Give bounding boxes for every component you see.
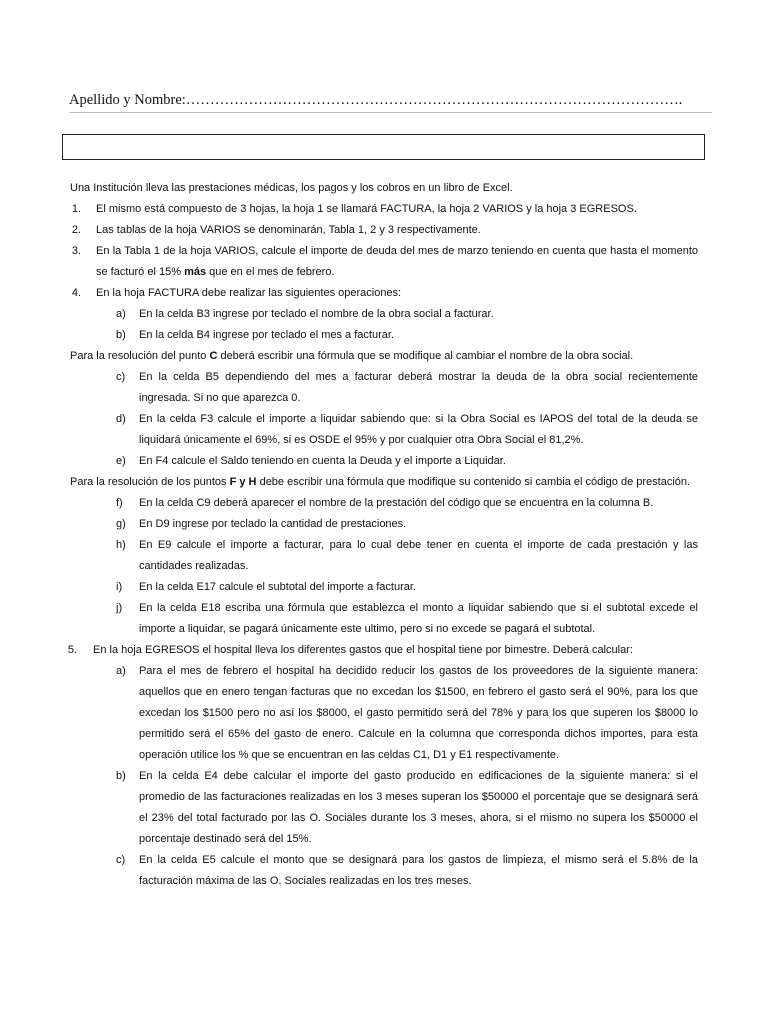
item-number: 3.: [71, 245, 81, 257]
text-run: deberá escribir una fórmula que se modifique al cambiar el nombre de la obra social.: [217, 350, 634, 362]
text-run: que en el mes de febrero.: [206, 266, 335, 278]
instructions: [0, 178, 768, 892]
sub-item: [0, 409, 768, 451]
text-run: debe escribir una fórmula que modifique su contenido si cambia el código de prestación.: [256, 476, 691, 488]
text-run: En la Tabla 1 de la hoja VARIOS, calcule el importe de deuda del mes de marzo teniendo en cuenta que hasta el momento se facturó el 15%: [96, 245, 698, 278]
sub-item-text: En F4 calcule el Saldo teniendo en cuenta la Deuda y el importe a Liquidar.: [139, 455, 506, 467]
list-item: [0, 283, 768, 304]
intro-text: Una Institución lleva las prestaciones médicas, los pagos y los cobros en un libro de Excel.: [70, 182, 513, 194]
sub-item: [0, 493, 768, 514]
name-dots: ………………………………………………………………………………………….: [185, 92, 683, 108]
sub-item-text: En D9 ingrese por teclado la cantidad de prestaciones.: [139, 518, 407, 530]
sub-item-label: g): [116, 518, 126, 530]
item-number: 5.: [67, 644, 77, 656]
sub-item-label: f): [116, 497, 123, 509]
sub-item-text: En E9 calcule el importe a facturar, para lo cual debe tener en cuenta el importe de cada prestación y las cantidades realizadas.: [139, 539, 698, 572]
item-number: 1.: [71, 203, 81, 215]
sub-item: [0, 451, 768, 472]
sub-item: [0, 766, 768, 850]
sub-item: [0, 661, 768, 766]
sub-item-label: a): [116, 665, 126, 677]
sub-item: [0, 577, 768, 598]
item-text: En la hoja FACTURA debe realizar las siguientes operaciones:: [96, 287, 402, 299]
bold-text: más: [184, 266, 207, 278]
header-divider: [69, 112, 712, 113]
item-text: [0, 241, 768, 283]
sub-item-label: c): [116, 371, 126, 383]
empty-box: [62, 134, 705, 160]
sub-item-label: d): [116, 413, 126, 425]
sub-item-text: En la celda C9 deberá aparecer el nombre de la prestación del código que se encuentra en la columna B.: [139, 497, 654, 509]
list-item: [0, 241, 768, 283]
sub-item-label: a): [116, 308, 126, 320]
sub-item-text: En la celda F3 calcule el importe a liquidar sabiendo que: si la Obra Social es IAPOS del total de la deuda se liquidará únicamente el 69%, si es OSDE el 95% y por cualquier otra Obra Social el 81,2%.: [139, 413, 698, 446]
sub-item-text: En la celda E17 calcule el subtotal del importe a facturar.: [139, 581, 416, 593]
bold-text: C: [209, 350, 218, 362]
sub-item-text: En la celda B5 dependiendo del mes a facturar deberá mostrar la deuda de la obra social recientemente ingresada. Si no que aparezca 0.: [139, 371, 698, 404]
lead-paragraph-c: [0, 346, 768, 367]
item-text: Las tablas de la hoja VARIOS se denominarán, Tabla 1, 2 y 3 respectivamente.: [96, 224, 481, 236]
sub-item: [0, 367, 768, 409]
sub-item-text: Para el mes de febrero el hospital ha decidido reducir los gastos de los proveedores de la siguiente manera: aquellos que en enero tengan facturas que no excedan los $1500, en febrero el gasto será el 90%, para los que excedan los $1500 pero no así los $8000, el gasto permitido será del 78% y para los que superen los $8000 lo permitido será el 65% del gasto de enero. Calcule en la columna que corresponda dichos importes, para esta operación utilice los % que se encuentran en las celdas C1, D1 y E1 respectivamente.: [139, 665, 698, 761]
sub-item-text: En la celda E4 debe calcular el importe del gasto producido en edificaciones de la siguiente manera: si el promedio de las facturaciones realizadas en los 3 meses superan los $50000 el porcentaje que se designará será el 23% del total facturado por las O. Sociales durante los 3 meses, ahora, si el mismo no supera los $50000 el porcentaje destinado será del 15%.: [139, 770, 698, 845]
name-label: Apellido y Nombre:: [69, 92, 186, 108]
sub-item-label: b): [116, 329, 126, 341]
sub-item: [0, 514, 768, 535]
lead-paragraph-fh: [0, 472, 768, 493]
list-item: [0, 640, 768, 661]
sub-item-text: En la celda B4 ingrese por teclado el mes a facturar.: [139, 329, 394, 341]
sub-item-label: e): [116, 455, 126, 467]
sub-item-label: c): [116, 854, 126, 866]
sub-item: [0, 325, 768, 346]
bold-text: F y H: [229, 476, 257, 488]
item-number: 4.: [71, 287, 81, 299]
sub-item: [0, 598, 768, 640]
sub-item-text: En la celda B3 ingrese por teclado el nombre de la obra social a facturar.: [139, 308, 494, 320]
list-item: [0, 220, 768, 241]
sub-item: [0, 850, 768, 892]
sub-item: [0, 304, 768, 325]
name-field-line: [69, 92, 711, 109]
sub-item-label: i): [116, 581, 123, 593]
text-run: Para la resolución del punto: [70, 350, 210, 362]
sub-item: [0, 535, 768, 577]
text-run: Para la resolución de los puntos: [70, 476, 230, 488]
sub-item-label: j): [116, 602, 123, 614]
sub-item-label: h): [116, 539, 126, 551]
item-number: 2.: [71, 224, 81, 236]
sub-item-text: En la celda E18 escriba una fórmula que establezca el monto a liquidar sabiendo que si el subtotal excede el importe a liquidar, se pagará únicamente este ultimo, pero si no excede se pagará el subtotal.: [139, 602, 698, 635]
item-text: En la hoja EGRESOS el hospital lleva los diferentes gastos que el hospital tiene por bimestre. Deberá calcular:: [93, 644, 633, 656]
list-item: [0, 199, 768, 220]
sub-item-label: b): [116, 770, 126, 782]
sub-item-text: En la celda E5 calcule el monto que se designará para los gastos de limpieza, el mismo será el 5.8% de la facturación máxima de las O. Sociales realizadas en los tres meses.: [139, 854, 698, 887]
item-text: El mismo está compuesto de 3 hojas, la hoja 1 se llamará FACTURA, la hoja 2 VARIOS y la hoja 3 EGRESOS.: [96, 203, 637, 215]
